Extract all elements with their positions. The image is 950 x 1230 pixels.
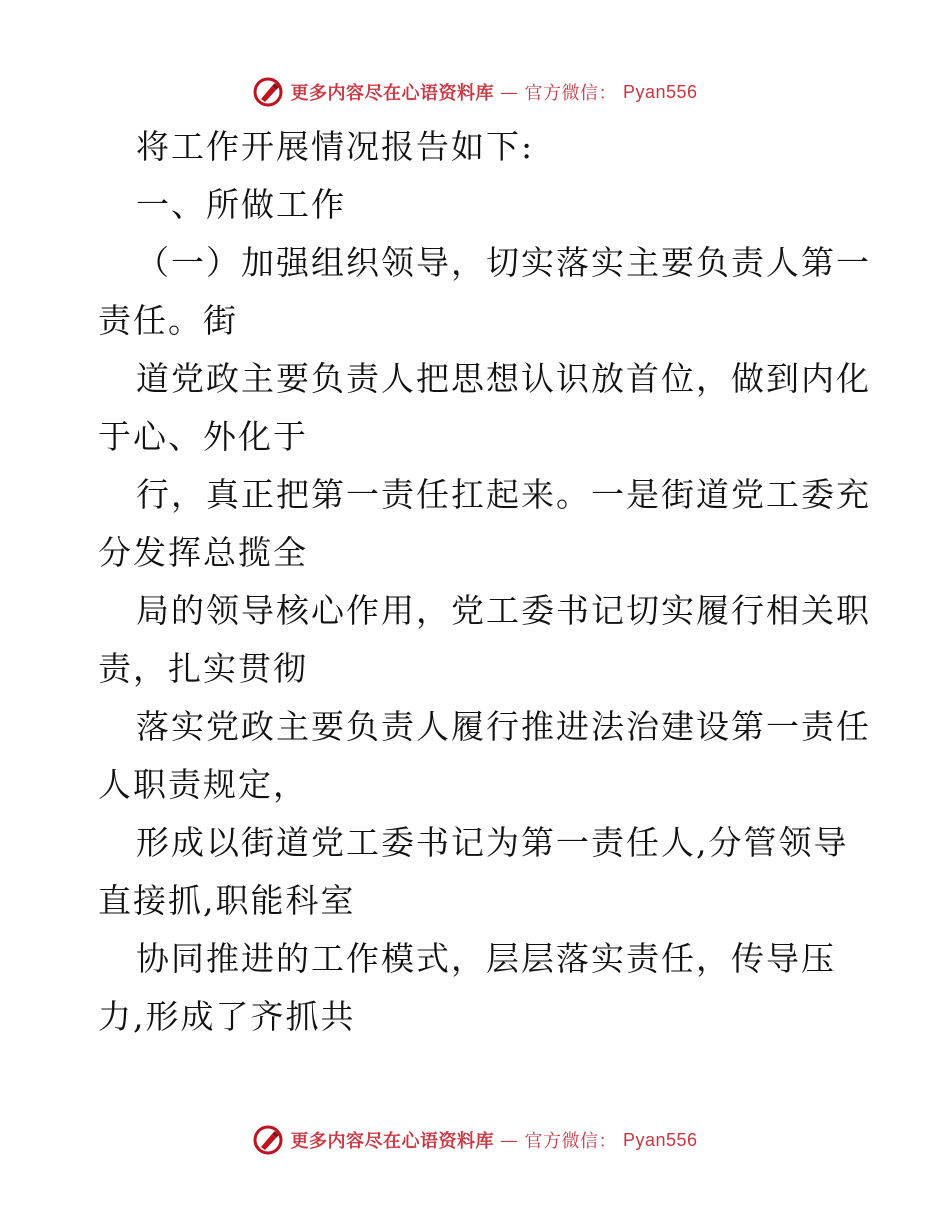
watermark-wechat-id: Pyan556 (622, 81, 698, 102)
paragraph-block (98, 814, 858, 930)
text-line: 落实党政主要负责人履行推进法治建设第一责任 (136, 707, 871, 746)
watermark-dash: — (499, 81, 519, 103)
text-line: 于心、外化于 (98, 417, 308, 456)
text-line: 协同推进的工作模式，层层落实责任，传导压 (136, 939, 836, 978)
text-line: 将工作开展情况报告如下: (136, 127, 535, 166)
paragraph-block (98, 930, 858, 1046)
text-line: 行，真正把第一责任扛起来。一是街道党工委充 (136, 475, 871, 514)
watermark-sub-text: 官方微信： (524, 83, 617, 104)
watermark-header (0, 72, 950, 112)
watermark-main-text: 更多内容尽在心语资料库 (290, 83, 494, 104)
paragraph-block (98, 350, 871, 466)
paragraph-block (98, 698, 871, 814)
text-line: 道党政主要负责人把思想认识放首位，做到内化 (136, 359, 871, 398)
paragraph-block (98, 466, 871, 582)
paragraph-item-one (98, 234, 871, 350)
text-line: 责，扎实贯彻 (98, 649, 308, 688)
watermark-wechat-id: Pyan556 (622, 1129, 698, 1150)
watermark-dash: — (499, 1129, 519, 1151)
text-line: 局的领导核心作用，党工委书记切实履行相关职 (136, 591, 871, 630)
text-line: 形成以街道党工委书记为第一责任人,分管领导 (136, 823, 849, 862)
paragraph-block (98, 582, 871, 698)
text-line: 责任。街 (98, 301, 238, 340)
text-line: （一）加强组织领导，切实落实主要负责人第一 (136, 243, 871, 282)
text-line: 分发挥总揽全 (98, 533, 308, 572)
heading-section-one (98, 176, 858, 234)
watermark-main-text: 更多内容尽在心语资料库 (290, 1131, 494, 1152)
text-line: 直接抓,职能科室 (98, 881, 356, 920)
watermark-footer (0, 1120, 950, 1160)
paragraph-intro (98, 118, 858, 176)
text-line: 一、所做工作 (136, 185, 346, 224)
text-line: 人职责规定， (98, 765, 308, 804)
pen-logo-icon (252, 1124, 284, 1156)
watermark-sub-text: 官方微信： (524, 1131, 617, 1152)
text-line: 力,形成了齐抓共 (98, 997, 356, 1036)
pen-logo-icon (252, 76, 284, 108)
